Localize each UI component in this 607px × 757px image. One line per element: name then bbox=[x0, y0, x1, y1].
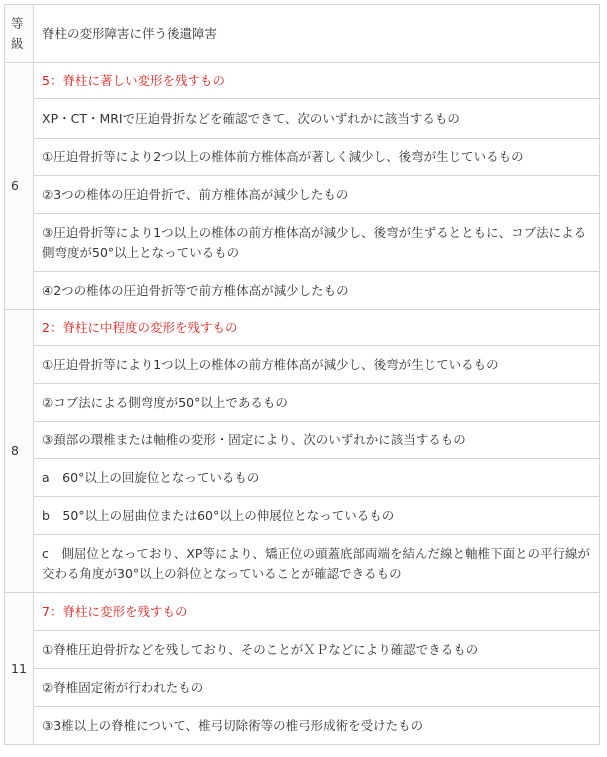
grade-cell-8 bbox=[5, 310, 34, 593]
row-text: ①圧迫骨折等により2つ以上の椎体前方椎体高が著しく減少し、後弯が生じているもの bbox=[42, 149, 524, 164]
table-row bbox=[5, 139, 600, 176]
table-row bbox=[5, 384, 600, 422]
row-highlight bbox=[34, 310, 600, 346]
row-text: ③圧迫骨折等により1つ以上の椎体の前方椎体高が減少し、後弯が生ずるとともに、コブ法による側弯度が50°以上となっているもの bbox=[42, 224, 587, 260]
table-header-row bbox=[5, 5, 600, 63]
table-row bbox=[5, 272, 600, 310]
row-text: ①脊椎圧迫骨折などを残しており、そのことがＸＰなどにより確認できるもの bbox=[42, 641, 479, 657]
row-text: b 50°以上の屈曲位または60°以上の伸展位となっているもの bbox=[42, 507, 395, 523]
grade-value: 11 bbox=[11, 660, 27, 676]
row-text: 5：脊柱に著しい変形を残すもの bbox=[42, 72, 225, 88]
row-text: ③頚部の環椎または軸椎の変形・固定により、次のいずれかに該当するもの bbox=[42, 432, 466, 447]
table-row bbox=[5, 707, 600, 745]
row-text: ④2つの椎体の圧迫骨折等で前方椎体高が減少したもの bbox=[42, 282, 349, 298]
table-row bbox=[5, 99, 600, 139]
table-row bbox=[5, 346, 600, 384]
table-row bbox=[5, 214, 600, 272]
row-text: 2：脊柱に中程度の変形を残すもの bbox=[42, 319, 238, 335]
table-row bbox=[5, 459, 600, 497]
row-highlight bbox=[34, 63, 600, 99]
grade-cell-11 bbox=[5, 593, 34, 745]
grade-header-label: 等級 bbox=[11, 15, 24, 51]
table-row bbox=[5, 310, 600, 346]
row-text: ②コブ法による側弯度が50°以上であるもの bbox=[42, 394, 288, 410]
row-text: 7：脊柱に変形を残すもの bbox=[42, 603, 188, 619]
row-text: ②脊椎固定術が行われたもの bbox=[42, 679, 204, 695]
table-row bbox=[5, 593, 600, 631]
table-row bbox=[5, 631, 600, 669]
row-text: c 側屈位となっており、XP等により、矯正位の頭蓋底部両端を結んだ線と軸椎下面との平行線が交わる角度が30°以上の斜位となっていることが確認できるもの bbox=[42, 545, 590, 581]
table-row bbox=[5, 497, 600, 535]
row-text: XP・CT・MRIで圧迫骨折などを確認できて、次のいずれかに該当するもの bbox=[42, 110, 460, 126]
table-title: 脊柱の変形障害に伴う後遺障害 bbox=[42, 25, 218, 41]
grade-value: 8 bbox=[11, 443, 19, 458]
grade-header-cell bbox=[5, 5, 34, 63]
row-text: ②3つの椎体の圧迫骨折で、前方椎体高が減少したもの bbox=[42, 186, 349, 202]
table-row bbox=[5, 422, 600, 459]
spine-deformity-grade-table bbox=[4, 4, 600, 745]
table-row bbox=[5, 176, 600, 214]
row-highlight bbox=[34, 593, 600, 631]
grade-cell-6 bbox=[5, 63, 34, 310]
table-row bbox=[5, 669, 600, 707]
table-row bbox=[5, 63, 600, 99]
table-row bbox=[5, 535, 600, 593]
grade-value: 6 bbox=[11, 178, 19, 193]
title-header-cell bbox=[34, 5, 600, 63]
row-text: ③3椎以上の脊椎について、椎弓切除術等の椎弓形成術を受けたもの bbox=[42, 717, 424, 733]
row-text: a 60°以上の回旋位となっているもの bbox=[42, 469, 260, 485]
row-text: ①圧迫骨折等により1つ以上の椎体の前方椎体高が減少し、後弯が生じているもの bbox=[42, 356, 499, 372]
